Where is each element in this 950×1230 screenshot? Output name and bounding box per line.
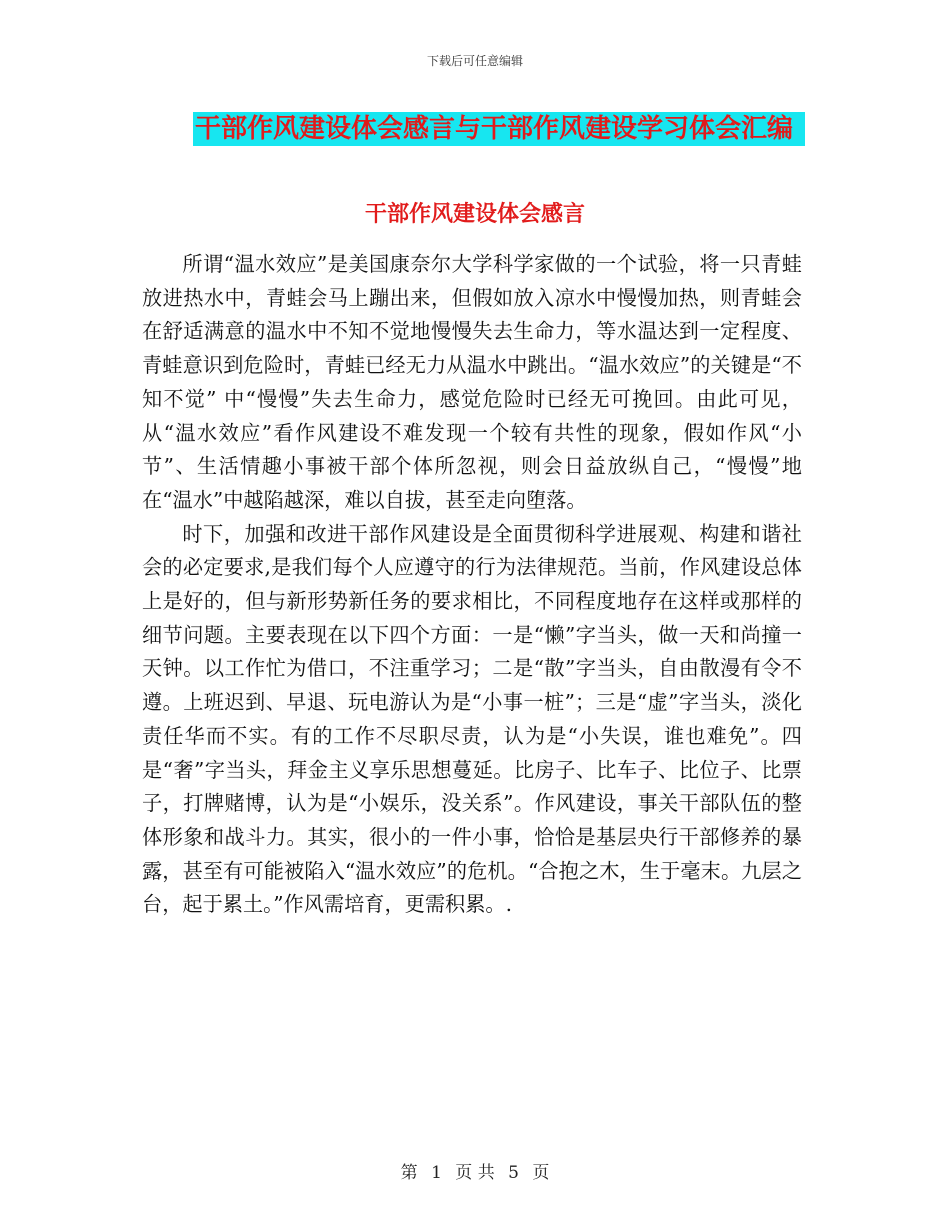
footer-middle: 页 共 — [455, 1163, 495, 1183]
footer-prefix: 第 — [400, 1163, 418, 1183]
section-title: 干部作风建设体会感言 — [364, 202, 585, 227]
page-number: 1 — [431, 1163, 442, 1183]
body-text — [142, 248, 802, 922]
footer-suffix: 页 — [532, 1163, 550, 1183]
paragraph: 所谓“温水效应”是美国康奈尔大学科学家做的一个试验，将一只青蛙放进热水中，青蛙会马上蹦出来，但假如放入凉水中慢慢加热，则青蛙会在舒适满意的温水中不知不觉地慢慢失去生命力，等水温达到一定程度、青蛙意识到危险时，青蛙已经无力从温水中跳出。“温水效应”的关键是“不知不觉” 中“慢慢”失去生命力，感觉危险时已经无可挽回。由此可见，从“温水效应”看作风建设不难发现一个较有共性的现象，假如作风“小节”、生活情趣小事被干部个体所忽视，则会日益放纵自己，“慢慢”地在“温水”中越陷越深，难以自拔，甚至走向堕落。 — [142, 252, 802, 512]
document-title: 干部作风建设体会感言与干部作风建设学习体会汇编 — [193, 112, 805, 146]
page-total: 5 — [508, 1163, 519, 1183]
paragraph: 时下，加强和改进干部作风建设是全面贯彻科学进展观、构建和谐社会的必定要求,是我们每个人应遵守的行为法律规范。当前，作风建设总体上是好的，但与新形势新任务的要求相比，不同程度地存在这样或那样的细节问题。主要表现在以下四个方面：一是“懒”字当头，做一天和尚撞一天钟。以工作忙为借口，不注重学习；二是“散”字当头，自由散漫有令不遵。上班迟到、早退、玩电游认为是“小事一桩”；三是“虚”字当头，淡化责任华而不实。有的工作不尽职尽责，认为是“小失误，谁也难免”。四是“奢”字当头，拜金主义享乐思想蔓延。比房子、比车子、比位子、比票子，打牌赌博，认为是“小娱乐，没关系”。作风建设，事关干部队伍的整体形象和战斗力。其实，很小的一件小事，恰恰是基层央行干部修养的暴露，甚至有可能被陷入“温水效应”的危机。“合抱之木，生于毫末。九层之台，起于累土。”作风需培育，更需积累。. — [142, 521, 802, 917]
page-footer — [0, 1158, 950, 1183]
header-note: 下载后可任意编辑 — [426, 54, 523, 68]
